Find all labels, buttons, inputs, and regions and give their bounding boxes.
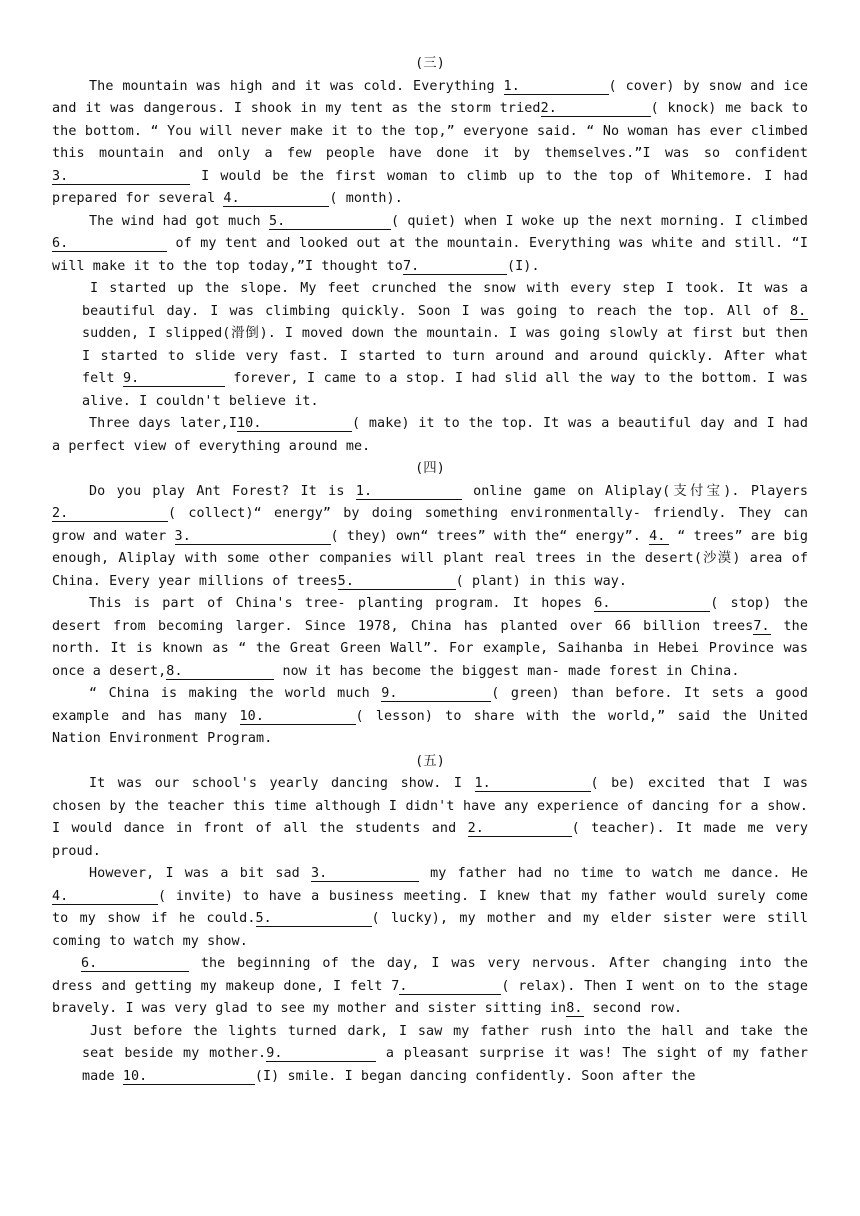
section-title: (五) [415, 753, 445, 769]
answer-blank[interactable]: 4. [223, 191, 329, 207]
answer-blank[interactable]: 8. [166, 664, 274, 680]
passage-text: sudden, I slipped(滑倒). I moved down the mountain. I was going slowly at first but then I started to slide very fast. I started to turn around and around quickly. After what felt [82, 326, 808, 386]
answer-blank[interactable]: 5. [256, 911, 372, 927]
passage-paragraph [52, 773, 808, 863]
answer-blank[interactable]: 9. [123, 371, 225, 387]
passage-text: my father had no time to watch me dance. He [418, 866, 808, 881]
passage-paragraph [52, 481, 808, 594]
answer-blank[interactable]: 6. [52, 236, 167, 252]
passage-text: “ China is making the world much [89, 686, 382, 701]
answer-blank[interactable]: 3. [175, 529, 331, 545]
answer-blank[interactable]: 1. [504, 79, 609, 95]
passage-text: ( teacher). It made me very proud. [52, 821, 808, 859]
passage-text: ( be) excited that I was chosen by the teacher this time although I didn't have any experience of dancing for a show. I would dance in front of all the students and [52, 776, 808, 836]
answer-blank[interactable]: 2. [52, 506, 168, 522]
passage-text: ( stop) the desert from becoming larger. Since 1978, China has planted over 66 billion trees [52, 596, 808, 634]
passage-text: ( quiet) when I woke up the next morning. I climbed [390, 213, 808, 229]
answer-blank[interactable]: 3. [52, 169, 190, 185]
answer-blank[interactable]: 1. [475, 776, 591, 792]
answer-blank[interactable]: 1. [356, 484, 462, 500]
answer-blank[interactable]: 6. [594, 596, 710, 612]
passage-text: ( invite) to have a business meeting. I knew that my father would surely come to my show if he could. [52, 888, 808, 926]
answer-blank[interactable]: 5. [338, 574, 456, 590]
passage-text: of my tent and looked out at the mountain. Everything was white and still. “I will make it to the top today,”I thought to [52, 236, 808, 274]
passage-text: ( month). [329, 191, 403, 206]
passage-text: The mountain was high and it was cold. Everything [89, 78, 504, 94]
passage-text: ( make) it to the top. It was a beautiful day and I had a perfect view of everything around me. [52, 416, 808, 454]
passage-text: “ trees” are big enough, Aliplay with some other companies will plant real trees in the desert(沙漠) area of China. Every year millions of trees [52, 528, 808, 589]
passage-text: forever, I came to a stop. I had slid all the way to the bottom. I was alive. I couldn't believe it. [82, 371, 808, 409]
passage-text: The wind had got much [89, 213, 269, 229]
passage-text: It was our school's yearly dancing show. I [89, 776, 475, 791]
passage-paragraph [52, 593, 808, 683]
passage-paragraph [52, 413, 808, 458]
passage-text: (I). [506, 258, 540, 274]
passage-text: This is part of China's tree- planting program. It hopes [89, 596, 595, 611]
answer-blank[interactable]: . [399, 979, 501, 995]
answer-blank[interactable]: 2. [468, 821, 572, 837]
passage-text: Do you play Ant Forest? It is [89, 483, 356, 499]
passage-text: ( knock) me back to the bottom. “ You will never make it to the top,” everyone said. “ No woman has ever climbed this mountain and only a few people have done it by themselves.”I was so confident [52, 101, 808, 161]
passage-text: (I) smile. I began dancing confidently. Soon after the [254, 1068, 696, 1084]
passage-paragraph [52, 863, 808, 953]
passage-text: ( plant) in this way. [455, 573, 628, 589]
passage-text: ( lesson) to share with the world,” said the United Nation Environment Program. [52, 708, 808, 746]
passage-text: ( relax). Then I went on to the stage bravely. I was very glad to see my mother and sister sitting in [52, 978, 808, 1016]
answer-blank[interactable]: 7. [403, 259, 507, 275]
answer-blank[interactable]: 8. [790, 303, 807, 319]
section-title: (四) [415, 461, 445, 476]
passage-text: now it has become the biggest man- made forest in China. [274, 663, 740, 679]
passage-text: ( lucky), my mother and my elder sister were still coming to watch my show. [52, 911, 808, 949]
answer-blank[interactable]: 10. [237, 416, 352, 432]
passage-text: the beginning of the day, I was very nervous. After changing into the dress and getting my makeup done, I felt 7 [52, 956, 808, 994]
passage-text: I would be the first woman to climb up to the top of Whitemore. I had prepared for several [52, 168, 808, 206]
passage-text: Just before the lights turned dark, I saw my father rush into the hall and take the seat beside my mother. [82, 1023, 808, 1061]
worksheet-document [52, 53, 808, 1088]
passage-text: ( collect)“ energy” by doing something environmentally- friendly. They can grow and water [52, 506, 808, 544]
answer-blank[interactable]: 9. [266, 1046, 376, 1062]
answer-blank[interactable]: 4. [649, 529, 669, 545]
passage-paragraph [52, 1021, 808, 1089]
passage-paragraph [52, 953, 808, 1021]
passage-text: Three days later,I [89, 416, 238, 431]
passage-text: ( cover) by snow and ice and it was dangerous. I shook in my tent as the storm tried [52, 78, 808, 116]
answer-blank[interactable]: 4. [52, 889, 158, 905]
answer-blank[interactable]: 3. [311, 866, 419, 882]
answer-blank[interactable]: 2. [541, 101, 651, 117]
passage-text: online game on Aliplay(支付宝). Players [461, 483, 808, 499]
passage-text: second row. [584, 1001, 683, 1016]
answer-blank[interactable]: 6. [81, 956, 189, 972]
answer-blank[interactable]: 5. [269, 214, 391, 230]
passage-text: a pleasant surprise it was! The sight of my father made [82, 1046, 808, 1084]
answer-blank[interactable]: 10. [123, 1069, 255, 1085]
passage-paragraph [52, 76, 808, 211]
answer-blank[interactable]: 10. [240, 709, 356, 725]
passage-text: the north. It is known as “ the Great Green Wall”. For example, Saihanba in Hebei Province was once a desert, [52, 618, 808, 679]
passage-text: I started up the slope. My feet crunched the snow with every step I took. It was a beautiful day. I was climbing quickly. Soon I was going to reach the top. All of [82, 281, 808, 319]
passage-text: ( green) than before. It sets a good example and has many [52, 686, 809, 724]
passage-paragraph [52, 278, 808, 413]
answer-blank[interactable]: 7. [753, 618, 770, 634]
passage-paragraph [52, 211, 808, 279]
answer-blank[interactable]: 8. [566, 1001, 583, 1016]
answer-blank[interactable]: 9. [381, 686, 491, 702]
section-title: (三) [415, 56, 445, 71]
passage-text: However, I was a bit sad [89, 866, 311, 881]
passage-paragraph [52, 683, 808, 751]
passage-text: ( they) own“ trees” with the“ energy”. [330, 528, 650, 544]
